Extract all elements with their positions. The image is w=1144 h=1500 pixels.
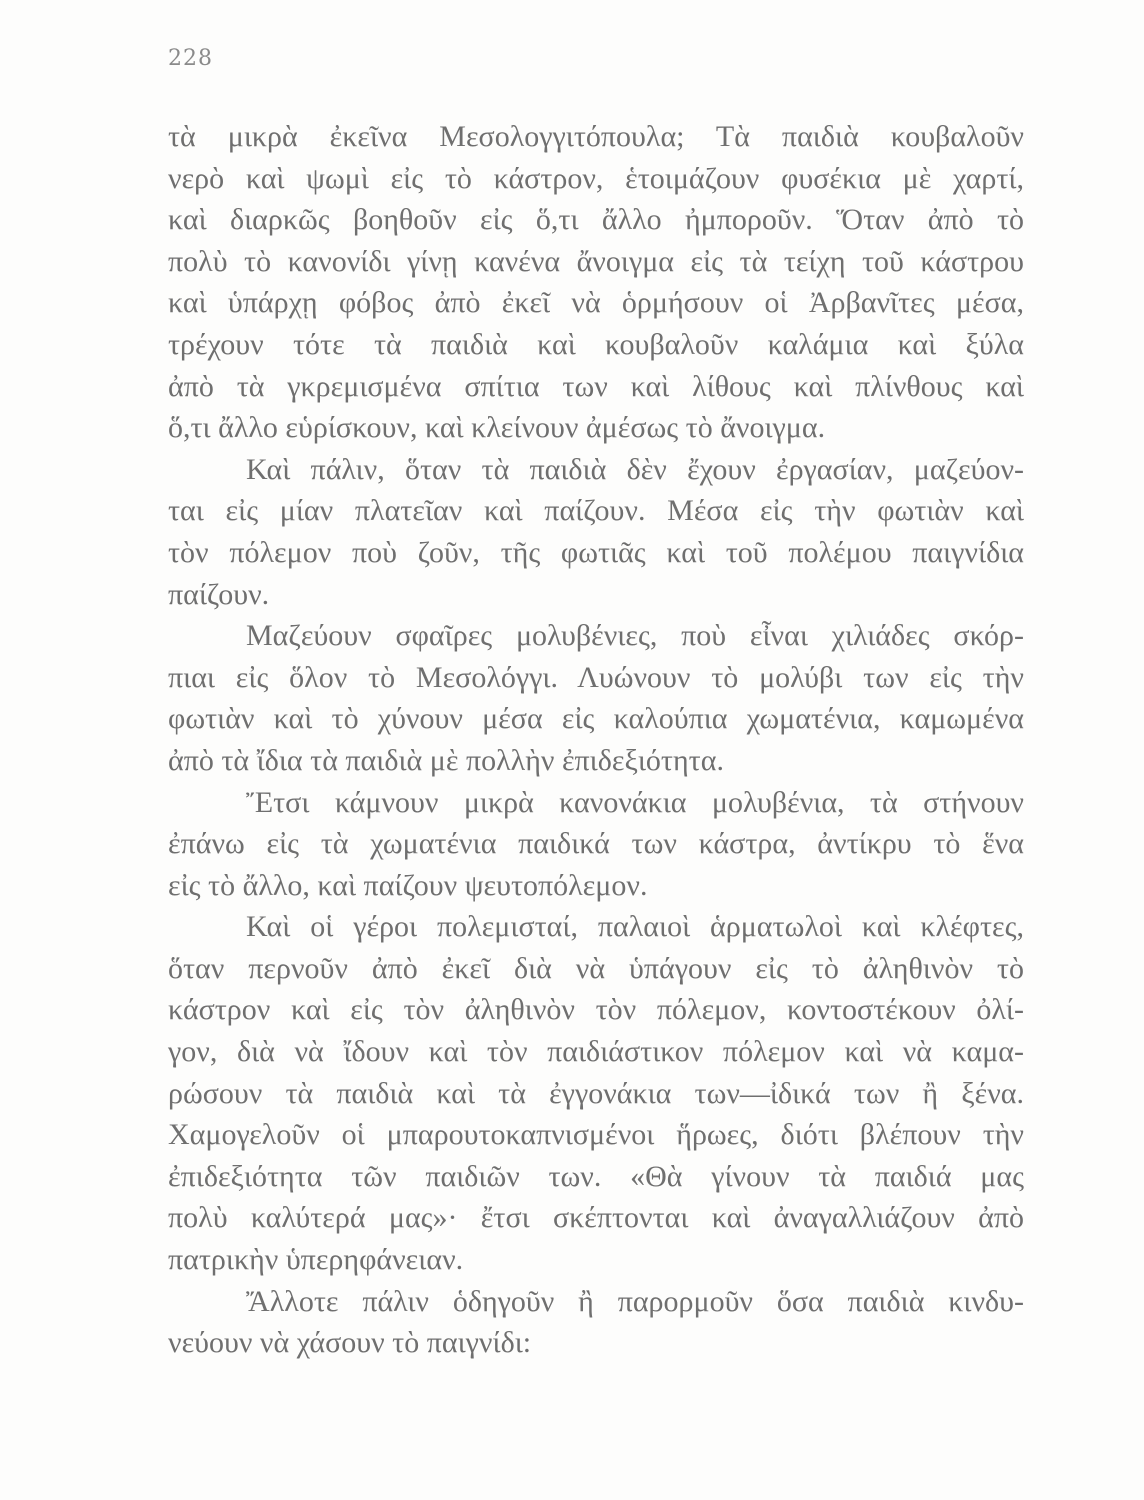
paragraph-4 [168,782,1024,907]
text-line: ται εἰς μίαν πλατεῖαν καὶ παίζουν. Μέσα εἰς τὴν φωτιὰν καὶ [168,494,1024,528]
text-line: ἐπιδεξιότητα τῶν παιδιῶν των. «Θὰ γίνουν τὰ παιδιά μας [168,1159,1024,1193]
text-line: πατρικὴν ὑπερηφάνειαν. [168,1243,464,1277]
paragraph-1 [168,116,1024,449]
paragraph-2 [168,449,1024,615]
text-line: φωτιὰν καὶ τὸ χύνουν μέσα εἰς καλούπια χωματένια, καμωμένα [168,702,1024,736]
paragraph-3 [168,615,1024,781]
text-line: Μαζεύουν σφαῖρες μολυβένιες, ποὺ εἶναι χιλιάδες σκόρ- [246,619,1024,653]
text-line: τὸν πόλεμον ποὺ ζοῦν, τῆς φωτιᾶς καὶ τοῦ πολέμου παιγνίδια [168,535,1024,569]
text-line: καὶ ὑπάρχῃ φόβος ἀπὸ ἐκεῖ νὰ ὁρμήσουν οἱ Ἀρβανῖτες μέσα, [168,286,1024,320]
text-line: Ἄλλοτε πάλιν ὁδηγοῦν ἢ παρορμοῦν ὅσα παιδιὰ κινδυ- [246,1284,1024,1318]
text-line: καὶ διαρκῶς βοηθοῦν εἰς ὅ,τι ἄλλο ἠμποροῦν. Ὅταν ἀπὸ τὸ [168,203,1024,237]
text-line: πολὺ τὸ κανονίδι γίνῃ κανένα ἄνοιγμα εἰς τὰ τείχη τοῦ κάστρου [168,244,1024,278]
text-line: Ἔτσι κάμνουν μικρὰ κανονάκια μολυβένια, τὰ στήνουν [246,785,1024,819]
text-line: πολὺ καλύτερά μας»· ἔτσι σκέπτονται καὶ ἀναγαλλιάζουν ἀπὸ [168,1201,1024,1235]
text-line: τρέχουν τότε τὰ παιδιὰ καὶ κουβαλοῦν καλάμια καὶ ξύλα [168,327,1024,361]
text-line: γον, διὰ νὰ ἴδουν καὶ τὸν παιδιάστικον πόλεμον καὶ νὰ καμα- [168,1035,1024,1069]
text-line: πιαι εἰς ὅλον τὸ Μεσολόγγι. Λυώνουν τὸ μολύβι των εἰς τὴν [168,660,1024,694]
text-line: Χαμογελοῦν οἱ μπαρουτοκαπνισμένοι ἥρωες, διότι βλέπουν τὴν [168,1118,1024,1152]
text-line: παίζουν. [168,577,270,611]
body-text [168,116,1024,1364]
text-line: ἀπὸ τὰ ἴδια τὰ παιδιὰ μὲ πολλὴν ἐπιδεξιότητα. [168,743,724,777]
text-line: ὅταν περνοῦν ἀπὸ ἐκεῖ διὰ νὰ ὑπάγουν εἰς τὸ ἀληθινὸν τὸ [168,951,1024,985]
text-line: νεύουν νὰ χάσουν τὸ παιγνίδι: [168,1326,532,1360]
text-line: Καὶ πάλιν, ὅταν τὰ παιδιὰ δὲν ἔχουν ἐργασίαν, μαζεύον- [246,452,1024,486]
text-line: νερὸ καὶ ψωμὶ εἰς τὸ κάστρον, ἑτοιμάζουν φυσέκια μὲ χαρτί, [168,161,1024,195]
paragraph-5 [168,906,1024,1280]
text-line: ὅ,τι ἄλλο εὑρίσκουν, καὶ κλείνουν ἀμέσως τὸ ἄνοιγμα. [168,411,826,445]
text-line: ἀπὸ τὰ γκρεμισμένα σπίτια των καὶ λίθους καὶ πλίνθους καὶ [168,369,1024,403]
page-number: 228 [168,46,213,71]
text-line: ἐπάνω εἰς τὰ χωματένια παιδικά των κάστρα, ἀντίκρυ τὸ ἕνα [168,827,1024,861]
text-line: τὰ μικρὰ ἐκεῖνα Μεσολογγιτόπουλα; Τὰ παιδιὰ κουβαλοῦν [168,120,1024,153]
text-line: Καὶ οἱ γέροι πολεμισταί, παλαιοὶ ἁρματωλοὶ καὶ κλέφτες, [246,910,1024,944]
text-line: κάστρον καὶ εἰς τὸν ἀληθινὸν τὸν πόλεμον, κοντοστέκουν ὀλί- [168,993,1024,1027]
text-line: εἰς τὸ ἄλλο, καὶ παίζουν ψευτοπόλεμον. [168,868,648,902]
text-line: ρώσουν τὰ παιδιὰ καὶ τὰ ἐγγονάκια των—ἰδικά των ἢ ξένα. [168,1076,1024,1110]
paragraph-6 [168,1281,1024,1364]
